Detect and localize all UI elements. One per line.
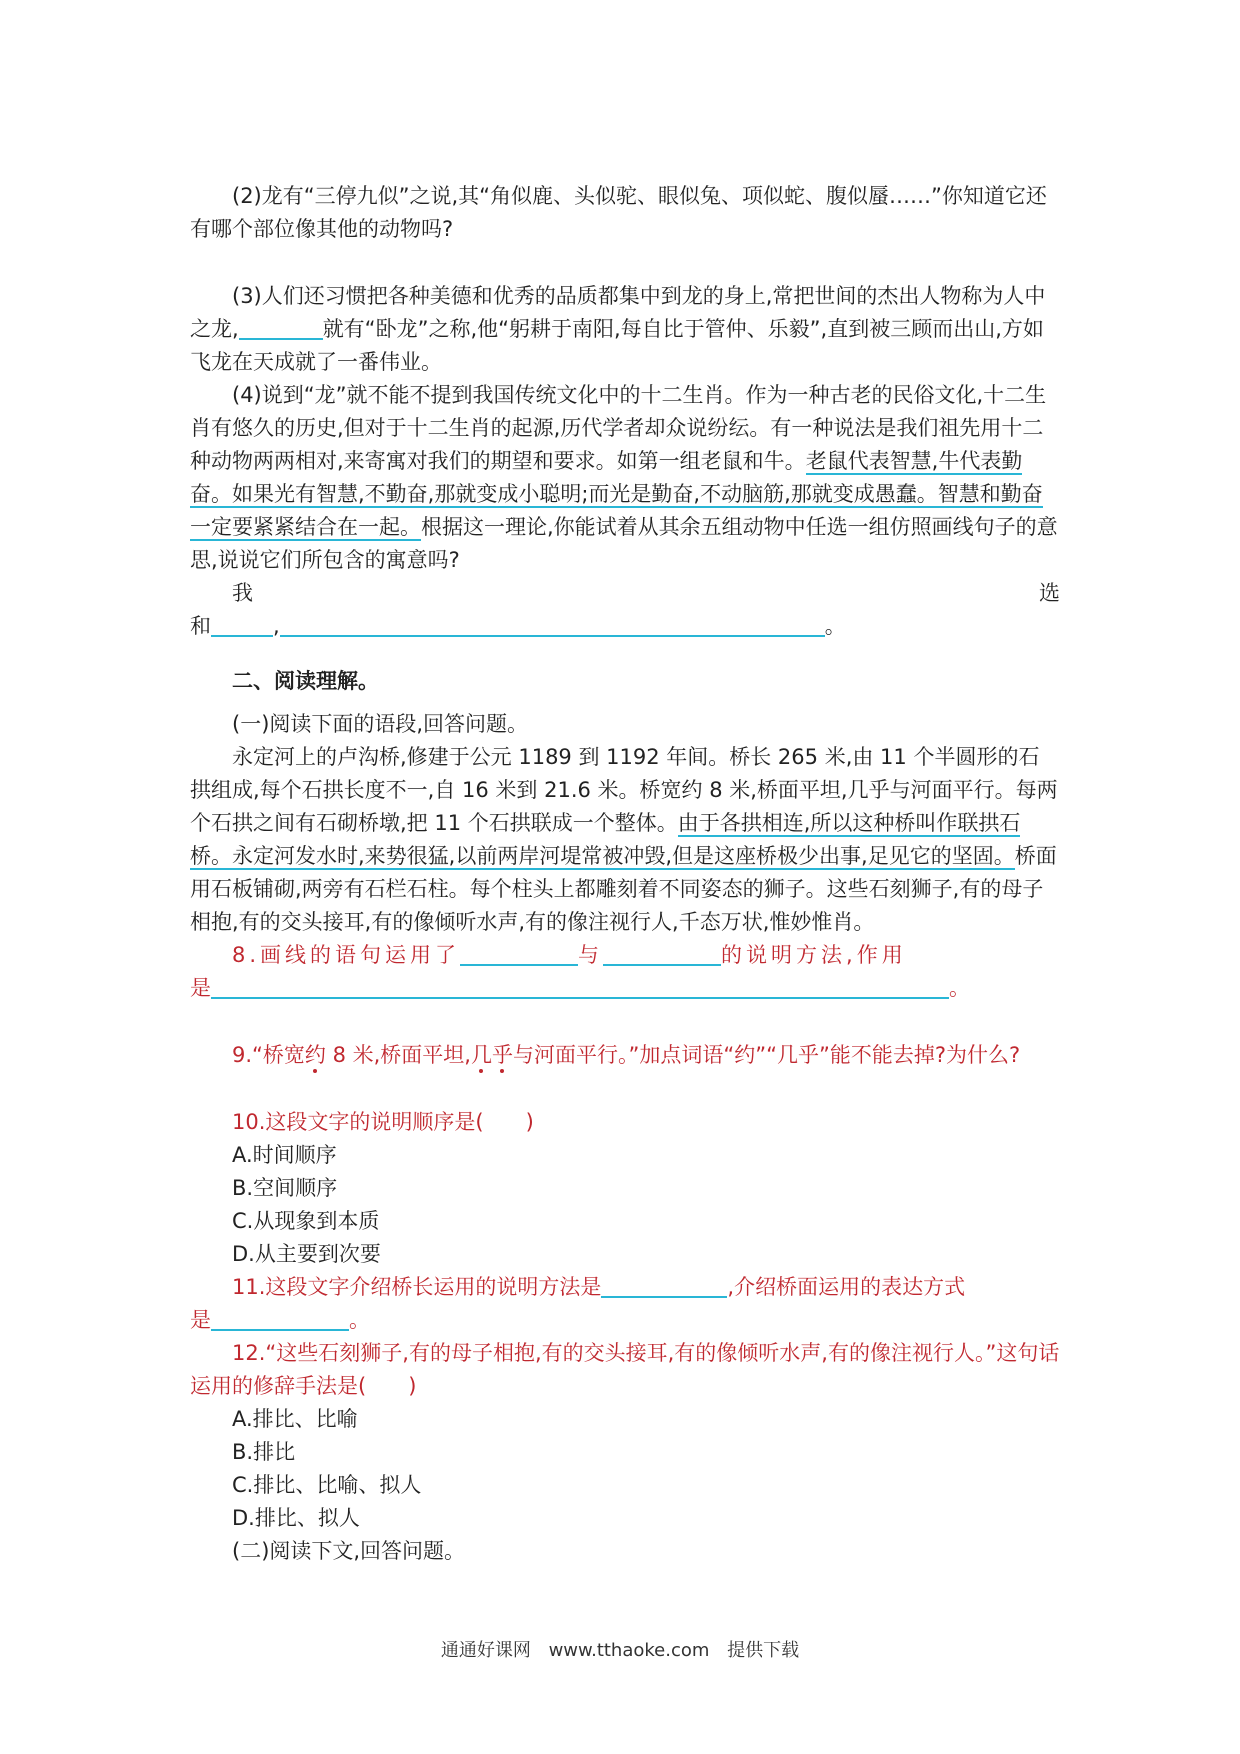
question-4-text-b: 根据这一理论,你能试着从其余五组动物中任选一组仿照画线句子的意思,说说它们所包含的寓意吗? xyxy=(190,515,1058,572)
answer-blank-11a[interactable] xyxy=(601,1272,727,1298)
passage-text-b: 桥面用石板铺砌,两旁有石栏石柱。每个柱头上都雕刻着不同姿态的狮子。这些石刻狮子,有的母子相抱,有的交头接耳,有的像倾听水声,有的像注视行人,千态万状,惟妙惟肖。 xyxy=(190,844,1057,934)
section-heading: 二、阅读理解。 xyxy=(232,669,379,693)
question-8-text-c: 的说明方法,作用 xyxy=(721,943,907,967)
comma: , xyxy=(273,614,280,638)
question-3-text-b: 就有“卧龙”之称,他“躬耕于南阳,每自比于管仲、乐毅”,直到被三顾而出山,方如飞龙在天成就了一番伟业。 xyxy=(190,317,1044,374)
question-2-text: (2)龙有“三停九似”之说,其“角似鹿、头似驼、眼似兔、项似蛇、腹似蜃……”你知道它还有哪个部位像其他的动物吗? xyxy=(190,184,1047,241)
question-2 xyxy=(190,180,1060,246)
passage-underlined-sentence: 由于各拱相连,所以这种桥叫作联拱石桥。永定河发水时,来势很猛,以前两岸河堤常被冲毁,但是这座桥极少出事,足见它的坚固。 xyxy=(190,811,1021,868)
dotted-word-hu: 乎 xyxy=(491,1043,513,1067)
question-9-text-b: 8 米,桥面平坦, xyxy=(325,1043,471,1067)
question-11-line-2 xyxy=(190,1304,1060,1337)
question-9-text-c: 与河面平行。”加点词语“约”“几乎”能不能去掉?为什么? xyxy=(512,1043,1021,1067)
footer-site-name: 通通好课网 xyxy=(440,1640,531,1661)
dotted-word-yue: 约 xyxy=(304,1043,326,1067)
answer-space xyxy=(190,246,1060,280)
question-4-text-a: (4)说到“龙”就不能不提到我国传统文化中的十二生肖。作为一种古老的民俗文化,十二生肖有悠久的历史,但对于十二生肖的起源,历代学者却众说纷纭。有一种说法是我们祖先用十二种动物两两相对,来寄寓对我们的期望和要求。如第一组老鼠和牛。 xyxy=(190,383,1047,473)
q12-option-c[interactable]: C.排比、比喻、拟人 xyxy=(232,1473,422,1497)
question-8-text-a: 8.画线的语句运用了 xyxy=(232,943,461,967)
question-9 xyxy=(190,1039,1060,1072)
q10-option-d[interactable]: D.从主要到次要 xyxy=(232,1242,381,1266)
question-9-text-a: 9.“桥宽 xyxy=(232,1043,305,1067)
spacer xyxy=(190,643,1060,665)
question-11 xyxy=(190,1271,1060,1304)
answer-blank-8c[interactable] xyxy=(211,973,949,999)
spacer xyxy=(190,698,1060,708)
question-4 xyxy=(190,379,1060,577)
question-3 xyxy=(190,280,1060,379)
question-11-text-c: 是 xyxy=(190,1308,211,1332)
q10-option-a[interactable]: A.时间顺序 xyxy=(232,1143,337,1167)
q10-option-c[interactable]: C.从现象到本质 xyxy=(232,1209,380,1233)
question-11-text-d: 。 xyxy=(349,1308,370,1332)
footer-suffix: 提供下载 xyxy=(727,1640,800,1661)
question-10: 10.这段文字的说明顺序是( ) xyxy=(232,1110,534,1134)
page-footer xyxy=(0,1636,1240,1662)
answer-blank-11b[interactable] xyxy=(211,1305,349,1331)
question-11-text-a: 11.这段文字介绍桥长运用的说明方法是 xyxy=(232,1275,602,1299)
question-12: 12.“这些石刻狮子,有的母子相抱,有的交头接耳,有的像倾听水声,有的像注视行人。”这句话运用的修辞手法是( ) xyxy=(190,1341,1060,1398)
question-8 xyxy=(190,939,1060,972)
underlined-sentence: 老鼠代表智慧,牛代表勤奋。如果光有智慧,不勤奋,那就变成小聪明;而光是勤奋,不动脑筋,那就变成愚蠢。智慧和勤奋一定要紧紧结合在一起。 xyxy=(190,449,1043,539)
answer-blank-3[interactable] xyxy=(239,314,323,340)
question-11-text-b: ,介绍桥面运用的表达方式 xyxy=(727,1275,966,1299)
question-8-text-d: 是 xyxy=(190,976,211,1000)
q12-option-b[interactable]: B.排比 xyxy=(232,1440,296,1464)
subsection-2-title: (二)阅读下文,回答问题。 xyxy=(232,1539,466,1563)
footer-url-link[interactable]: www.tthaoke.com xyxy=(548,1640,710,1661)
answer-word-choose: 选 xyxy=(1039,581,1060,605)
q10-option-b[interactable]: B.空间顺序 xyxy=(232,1176,338,1200)
passage-text-a: 永定河上的卢沟桥,修建于公元 1189 到 1192 年间。桥长 265 米,由 11 个半圆形的石拱组成,每个石拱长度不一,自 16 米到 21.6 米。桥宽约 8 米,桥面平坦,几乎与河面平行。每两个石拱之间有石砌桥墩,把 11 个石拱联成一个整体。 xyxy=(190,745,1058,835)
question-8-text-e: 。 xyxy=(949,976,970,1000)
answer-blank-4a[interactable] xyxy=(211,611,273,637)
question-3-text-a: (3)人们还习惯把各种美德和优秀的品质都集中到龙的身上,常把世间的杰出人物称为人中之龙, xyxy=(190,284,1046,341)
period: 。 xyxy=(824,614,846,638)
question-8-text-b: 与 xyxy=(578,943,604,967)
document-content xyxy=(190,180,1060,1568)
answer-blank-8a[interactable] xyxy=(460,940,578,966)
answer-line-4a xyxy=(190,577,1060,610)
dotted-word-ji: 几 xyxy=(470,1043,492,1067)
subsection-1-title: (一)阅读下面的语段,回答问题。 xyxy=(232,712,529,736)
reading-passage xyxy=(190,741,1060,939)
q12-option-d[interactable]: D.排比、拟人 xyxy=(232,1506,360,1530)
q12-option-a[interactable]: A.排比、比喻 xyxy=(232,1407,358,1431)
question-8-line-2 xyxy=(190,972,1060,1005)
answer-space xyxy=(190,1005,1060,1039)
answer-space xyxy=(190,1072,1060,1106)
answer-word-i: 我 xyxy=(232,581,253,605)
answer-word-and: 和 xyxy=(190,614,211,638)
answer-blank-4b[interactable] xyxy=(280,611,825,637)
answer-line-4b xyxy=(190,610,1060,643)
answer-blank-8b[interactable] xyxy=(603,940,721,966)
